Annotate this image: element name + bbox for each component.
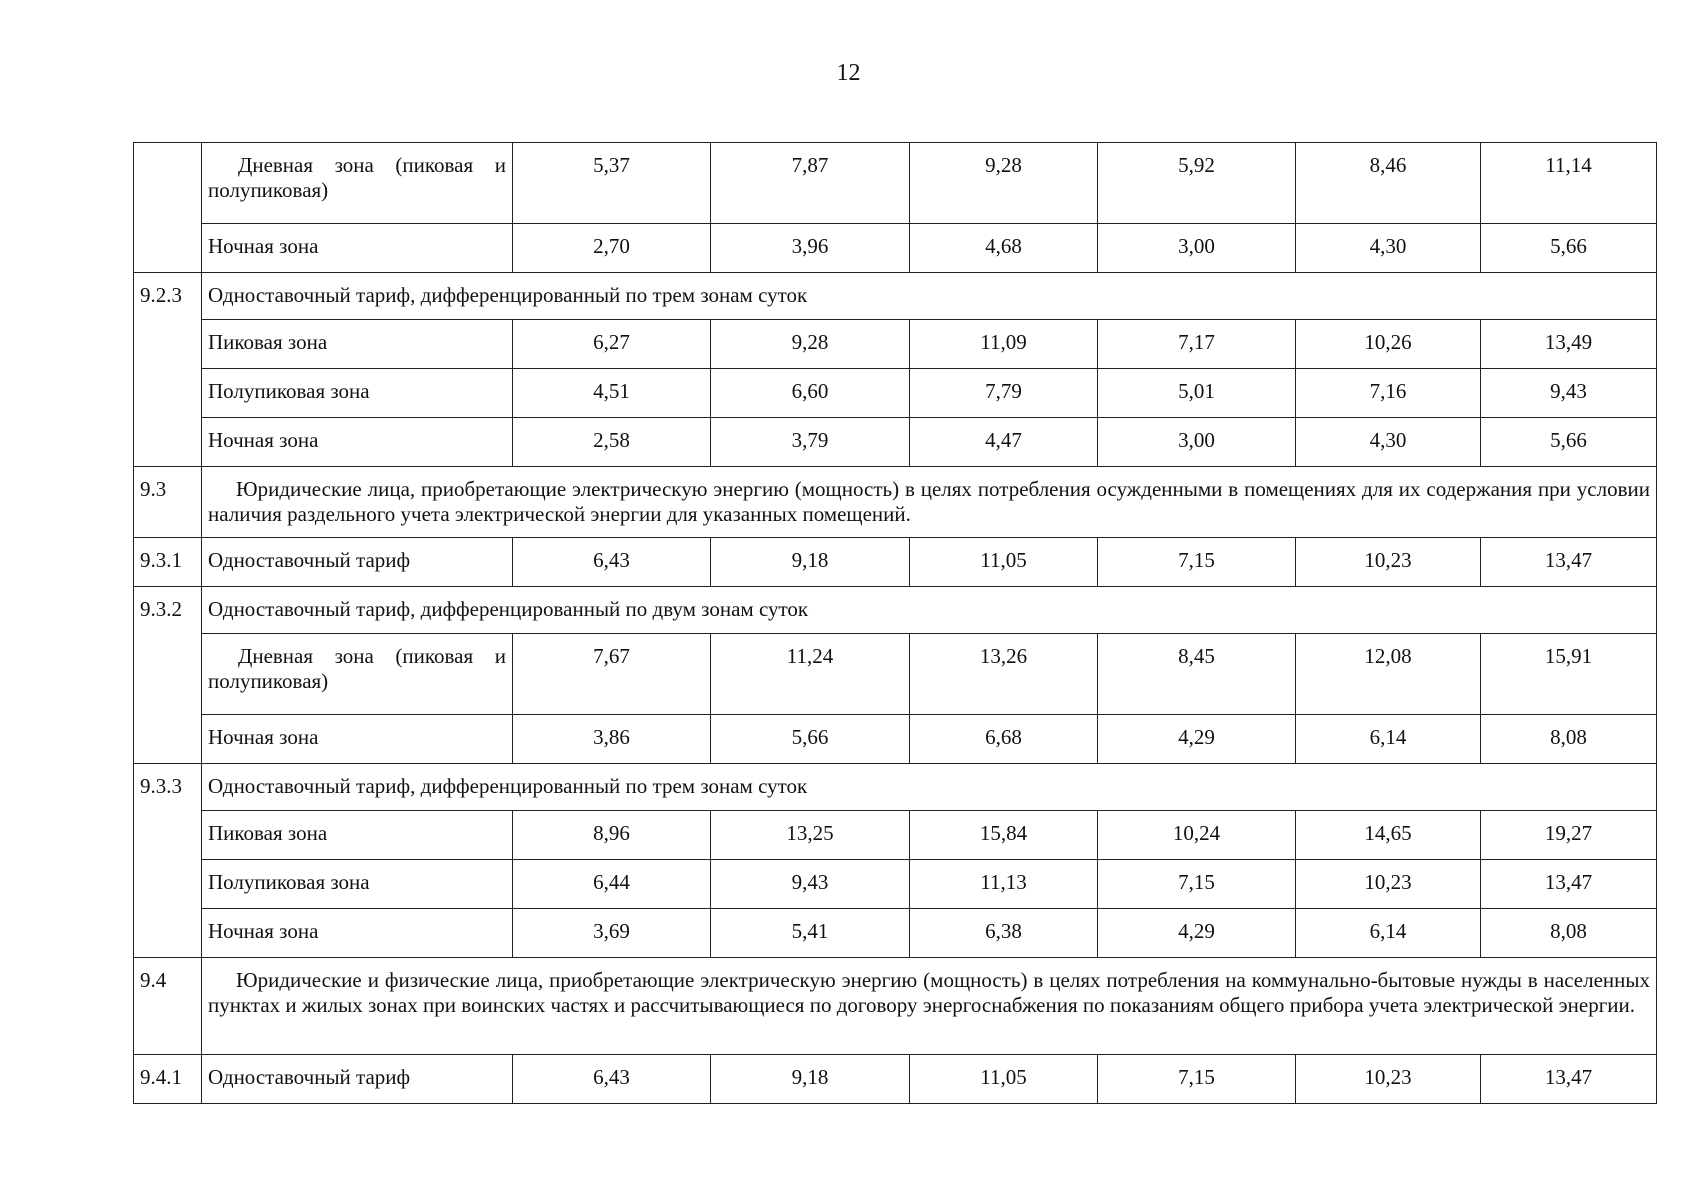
table-row xyxy=(134,369,1657,418)
value-cell: 9,28 xyxy=(711,320,910,369)
row-label: Пиковая зона xyxy=(202,320,513,369)
value-cell: 6,14 xyxy=(1296,715,1481,764)
value-cell: 7,17 xyxy=(1098,320,1296,369)
value-cell: 10,23 xyxy=(1296,538,1481,587)
value-cell: 15,91 xyxy=(1481,634,1657,715)
value-cell: 8,45 xyxy=(1098,634,1296,715)
table-row xyxy=(134,143,1657,224)
section-title: Одноставочный тариф, дифференцированный по трем зонам суток xyxy=(202,273,1657,320)
value-cell: 8,96 xyxy=(513,811,711,860)
value-cell: 13,49 xyxy=(1481,320,1657,369)
section-row xyxy=(134,958,1657,1055)
value-cell: 4,29 xyxy=(1098,715,1296,764)
value-cell: 14,65 xyxy=(1296,811,1481,860)
value-cell: 15,84 xyxy=(910,811,1098,860)
value-cell: 13,26 xyxy=(910,634,1098,715)
value-cell: 4,30 xyxy=(1296,224,1481,273)
section-row xyxy=(134,587,1657,634)
value-cell: 8,46 xyxy=(1296,143,1481,224)
section-description-text: Юридические лица, приобретающие электрическую энергию (мощность) в целях потребления осужденными в помещениях для их содержания при условии наличия раздельного учета электрической энергии для указанных помещений. xyxy=(208,477,1650,527)
value-cell: 9,28 xyxy=(910,143,1098,224)
value-cell: 13,47 xyxy=(1481,860,1657,909)
value-cell: 3,96 xyxy=(711,224,910,273)
value-cell: 9,18 xyxy=(711,538,910,587)
value-cell: 6,43 xyxy=(513,1055,711,1104)
value-cell: 7,15 xyxy=(1098,538,1296,587)
value-cell: 5,41 xyxy=(711,909,910,958)
value-cell: 4,68 xyxy=(910,224,1098,273)
value-cell: 11,05 xyxy=(910,538,1098,587)
section-description-text: Юридические и физические лица, приобретающие электрическую энергию (мощность) в целях потребления на коммунально-бытовые нужды в населенных пунктах и жилых зонах при воинских частях и рассчитывающиеся по договору энергоснабжения по показаниям общего прибора учета электрической энергии. xyxy=(208,968,1650,1018)
value-cell: 10,26 xyxy=(1296,320,1481,369)
value-cell: 3,86 xyxy=(513,715,711,764)
value-cell: 7,16 xyxy=(1296,369,1481,418)
table-row xyxy=(134,538,1657,587)
value-cell: 6,60 xyxy=(711,369,910,418)
value-cell: 5,66 xyxy=(711,715,910,764)
section-title: Одноставочный тариф, дифференцированный по двум зонам суток xyxy=(202,587,1657,634)
table-row xyxy=(134,811,1657,860)
value-cell: 12,08 xyxy=(1296,634,1481,715)
value-cell: 3,00 xyxy=(1098,418,1296,467)
table-row xyxy=(134,909,1657,958)
section-title: Одноставочный тариф, дифференцированный по трем зонам суток xyxy=(202,764,1657,811)
value-cell: 13,25 xyxy=(711,811,910,860)
table-row xyxy=(134,860,1657,909)
value-cell: 3,79 xyxy=(711,418,910,467)
row-label: Ночная зона xyxy=(202,909,513,958)
value-cell: 2,70 xyxy=(513,224,711,273)
value-cell: 6,43 xyxy=(513,538,711,587)
row-label: Одноставочный тариф xyxy=(202,538,513,587)
value-cell: 8,08 xyxy=(1481,715,1657,764)
table-row xyxy=(134,634,1657,715)
row-number: 9.4.1 xyxy=(134,1055,202,1104)
value-cell: 9,18 xyxy=(711,1055,910,1104)
value-cell: 5,01 xyxy=(1098,369,1296,418)
row-label: Дневная зона (пиковая и полупиковая) xyxy=(202,143,513,224)
value-cell: 7,79 xyxy=(910,369,1098,418)
page-number: 12 xyxy=(836,60,861,86)
value-cell: 19,27 xyxy=(1481,811,1657,860)
value-cell: 11,13 xyxy=(910,860,1098,909)
section-row xyxy=(134,764,1657,811)
row-number: 9.4 xyxy=(134,958,202,1055)
row-label: Дневная зона (пиковая и полупиковая) xyxy=(202,634,513,715)
value-cell: 3,69 xyxy=(513,909,711,958)
row-number: 9.2.3 xyxy=(134,273,202,467)
value-cell: 7,87 xyxy=(711,143,910,224)
value-cell: 6,44 xyxy=(513,860,711,909)
value-cell: 6,14 xyxy=(1296,909,1481,958)
value-cell: 4,47 xyxy=(910,418,1098,467)
value-cell: 4,51 xyxy=(513,369,711,418)
row-label: Пиковая зона xyxy=(202,811,513,860)
value-cell: 8,08 xyxy=(1481,909,1657,958)
value-cell: 10,23 xyxy=(1296,1055,1481,1104)
table-row xyxy=(134,320,1657,369)
value-cell: 11,05 xyxy=(910,1055,1098,1104)
table-row xyxy=(134,715,1657,764)
value-cell: 13,47 xyxy=(1481,538,1657,587)
value-cell: 7,15 xyxy=(1098,860,1296,909)
row-number-cell xyxy=(134,143,202,273)
table-row xyxy=(134,1055,1657,1104)
value-cell: 11,24 xyxy=(711,634,910,715)
value-cell: 5,92 xyxy=(1098,143,1296,224)
value-cell: 5,37 xyxy=(513,143,711,224)
value-cell: 13,47 xyxy=(1481,1055,1657,1104)
value-cell: 4,29 xyxy=(1098,909,1296,958)
value-cell: 9,43 xyxy=(711,860,910,909)
value-cell: 11,09 xyxy=(910,320,1098,369)
table-row xyxy=(134,224,1657,273)
section-description xyxy=(202,958,1657,1055)
table-row xyxy=(134,418,1657,467)
row-label: Ночная зона xyxy=(202,224,513,273)
row-label: Ночная зона xyxy=(202,715,513,764)
row-label: Ночная зона xyxy=(202,418,513,467)
value-cell: 7,15 xyxy=(1098,1055,1296,1104)
tariff-table xyxy=(133,142,1657,1104)
value-cell: 6,68 xyxy=(910,715,1098,764)
section-row xyxy=(134,467,1657,538)
value-cell: 5,66 xyxy=(1481,418,1657,467)
section-row xyxy=(134,273,1657,320)
value-cell: 9,43 xyxy=(1481,369,1657,418)
row-number: 9.3.3 xyxy=(134,764,202,958)
row-number: 9.3.1 xyxy=(134,538,202,587)
section-description xyxy=(202,467,1657,538)
row-label: Полупиковая зона xyxy=(202,860,513,909)
value-cell: 6,38 xyxy=(910,909,1098,958)
value-cell: 10,23 xyxy=(1296,860,1481,909)
row-number: 9.3 xyxy=(134,467,202,538)
value-cell: 5,66 xyxy=(1481,224,1657,273)
value-cell: 4,30 xyxy=(1296,418,1481,467)
row-label: Одноставочный тариф xyxy=(202,1055,513,1104)
value-cell: 2,58 xyxy=(513,418,711,467)
value-cell: 10,24 xyxy=(1098,811,1296,860)
value-cell: 11,14 xyxy=(1481,143,1657,224)
value-cell: 7,67 xyxy=(513,634,711,715)
value-cell: 3,00 xyxy=(1098,224,1296,273)
row-number: 9.3.2 xyxy=(134,587,202,764)
row-label: Полупиковая зона xyxy=(202,369,513,418)
value-cell: 6,27 xyxy=(513,320,711,369)
